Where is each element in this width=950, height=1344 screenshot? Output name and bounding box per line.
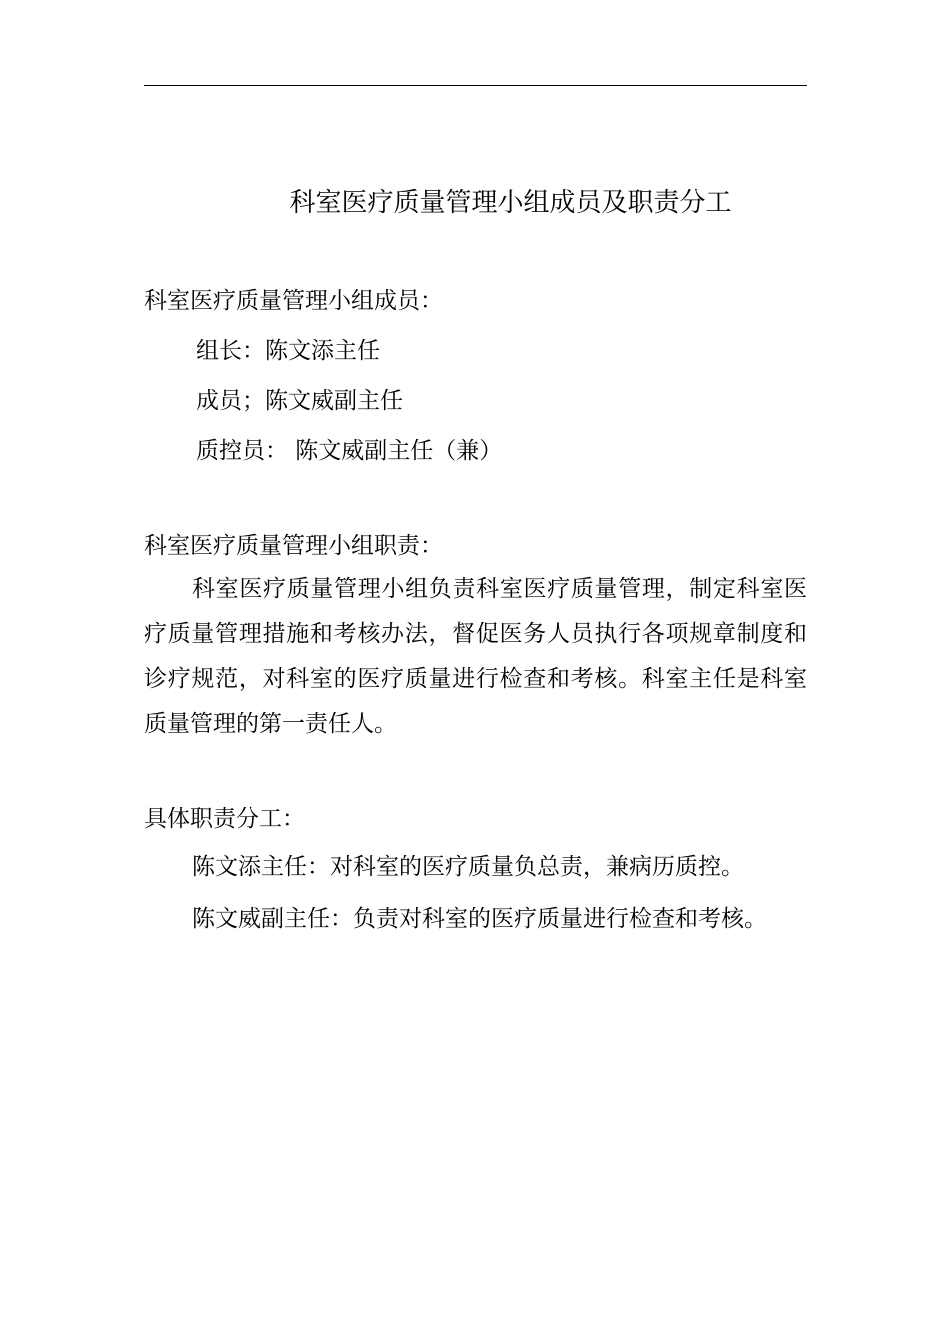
division-heading: 具体职责分工： [144, 806, 305, 832]
member-qc: 质控员： 陈文威副主任（兼） [196, 438, 503, 464]
duties-heading: 科室医疗质量管理小组职责： [144, 533, 443, 559]
members-heading: 科室医疗质量管理小组成员： [144, 288, 443, 314]
member-member: 成员；陈文威副主任 [196, 388, 403, 414]
duties-paragraph: 科室医疗质量管理小组负责科室医疗质量管理，制定科室医疗质量管理措施和考核办法，督促医务人员执行各项规章制度和诊疗规范，对科室的医疗质量进行检查和考核。科室主任是科室质量管理的第一责任人。 [144, 576, 807, 737]
document-title: 科室医疗质量管理小组成员及职责分工 [289, 188, 732, 218]
member-leader: 组长：陈文添主任 [196, 338, 380, 364]
header-rule [144, 85, 807, 86]
division-item-deputy: 陈文威副主任：负责对科室的医疗质量进行检查和考核。 [192, 906, 767, 932]
division-item-leader: 陈文添主任：对科室的医疗质量负总责，兼病历质控。 [192, 854, 744, 880]
